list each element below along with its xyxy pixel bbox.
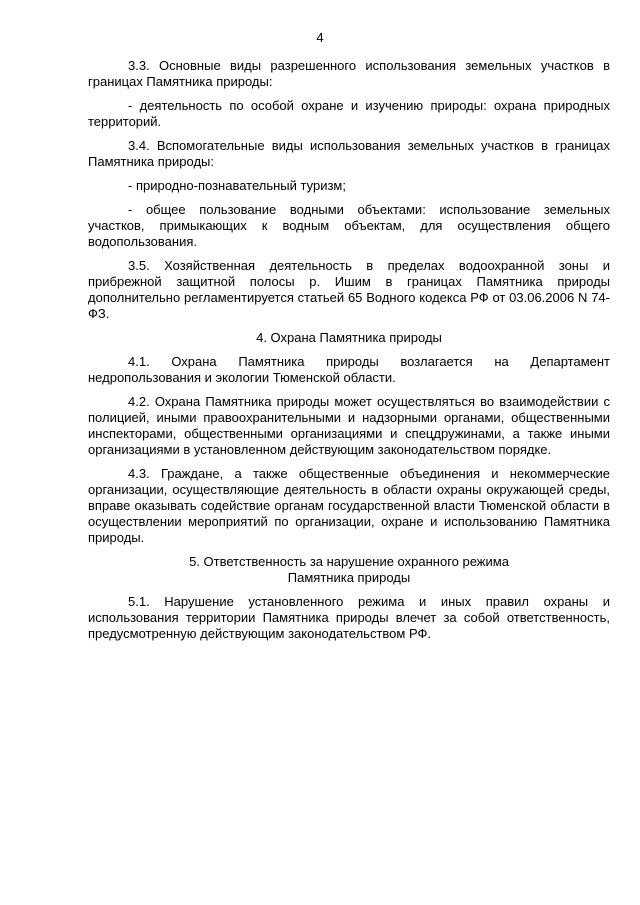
section-heading-5 [88, 554, 610, 586]
document-body [88, 58, 610, 650]
paragraph-3-3: 3.3. Основные виды разрешенного использования земельных участков в границах Памятника природы: [88, 58, 610, 89]
list-item-water-use: - общее пользование водными объектами: использование земельных участков, примыкающих к водным объектам, для осуществления общего водопользования. [88, 202, 610, 249]
paragraph-4-3: 4.3. Граждане, а также общественные объединения и некоммерческие организации, осуществляющие деятельность в области охраны окружающей среды, вправе оказывать содействие органам государственной власти Тюменской области в осуществлении мероприятий по организации, охране и использованию Памятника природы. [88, 466, 610, 545]
paragraph-3-5: 3.5. Хозяйственная деятельность в пределах водоохранной зоны и прибрежной защитной полосы р. Ишим в границах Памятника природы дополнительно регламентируется статьей 65 Водного кодекса РФ от 03.06.2006 N 74-ФЗ. [88, 258, 610, 321]
section-heading-5-line-1: 5. Ответственность за нарушение охранного режима [189, 554, 509, 569]
page-number: 4 [316, 30, 324, 45]
section-heading-5-line-2: Памятника природы [287, 570, 411, 585]
paragraph-3-4: 3.4. Вспомогательные виды использования земельных участков в границах Памятника природы: [88, 138, 610, 169]
list-item-nature-protection: - деятельность по особой охране и изучению природы: охрана природных территорий. [88, 98, 610, 129]
section-heading-4-line: 4. Охрана Памятника природы [256, 330, 442, 345]
list-item-eco-tourism: - природно-познавательный туризм; [128, 178, 346, 193]
paragraph-4-2: 4.2. Охрана Памятника природы может осуществляться во взаимодействии с полицией, иными правоохранительными и надзорными органами, общественными инспекторами, общественными организациями и спецдружинами, а также иными организациями в установленном действующим законодательством порядке. [88, 394, 610, 457]
paragraph-4-1: 4.1. Охрана Памятника природы возлагается на Департамент недропользования и экологии Тюменской области. [88, 354, 610, 385]
paragraph-5-1: 5.1. Нарушение установленного режима и иных правил охраны и использования территории Памятника природы влечет за собой ответственность, предусмотренную действующим законодательством РФ. [88, 594, 610, 641]
section-heading-4 [88, 330, 610, 346]
